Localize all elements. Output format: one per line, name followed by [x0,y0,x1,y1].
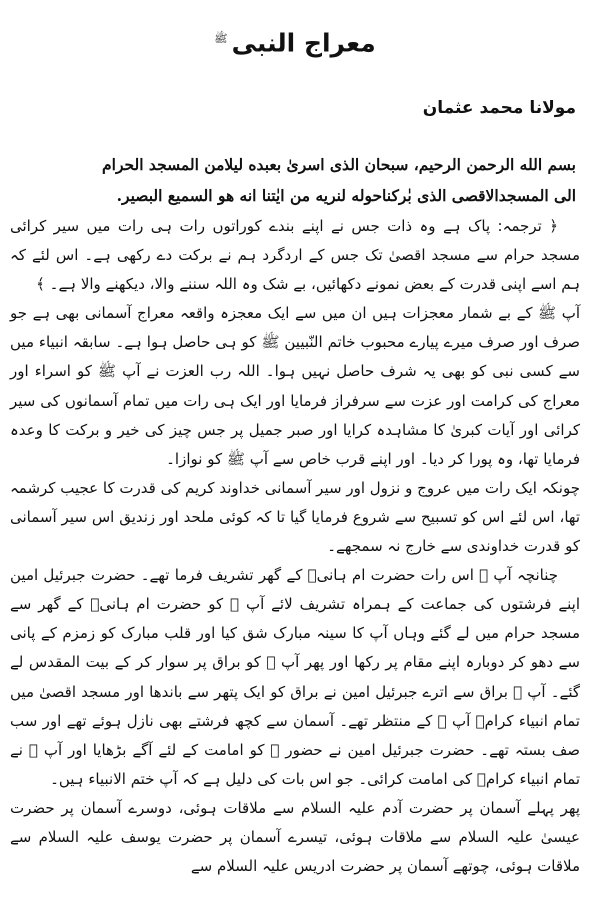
body-paragraph: چنانچہ آپ ﷺ اس رات حضرت ام ہانیؓ کے گھر تشریف فرما تھے۔ حضرت جبرئیل امین اپنے فرشتوں کی جماعت کے ہمراہ تشریف لائے آپ ﷺ کو حضرت ام ہانیؓ کے گھر سے مسجد حرام میں لے گئے وہاں آپ کا سینہ مبارک شق کیا اور قلب مبارک کو زمزم کے پانی سے دھو کر دوبارہ اپنے مقام پر رکھا اور پھر آپ ﷺ کو براق پر سوار کر کے بیت المقدس لے گئے۔ آپ ﷺ براق سے اترے جبرئیل امین نے براق کو ایک پتھر سے باندھا اور مسجد اقصیٰ میں تمام انبیاء کرامؑ آپ ﷺ کے منتظر تھے۔ آسمان سے کچھ فرشتے بھی نازل ہوئے تھے اور سب صف بستہ تھے۔ حضرت جبرئیل امین نے حضور ﷺ کو امامت کے لئے آگے بڑھایا اور آپ ﷺ نے تمام انبیاء کرامؑ کی امامت کرائی۔ جو اس بات کی دلیل ہے کہ آپ ختم الانبیاء ہیں۔ [10,566,580,788]
author-name: مولانا محمد عثمان [422,98,576,118]
body-paragraph: پھر پہلے آسمان پر حضرت آدم علیہ السلام سے ملاقات ہوئی، دوسرے آسمان پر حضرت عیسیٰ علیہ السلام سے ملاقات ہوئی، تیسرے آسمان پر حضرت یوسف علیہ السلام سے ملاقات ہوئی، چوتھے آسمان پر حضرت ادریس علیہ السلام سے [10,798,580,876]
body-paragraph: آپ ﷺ کے بے شمار معجزات ہیں ان میں سے ایک معجزہ واقعہ معراج آسمانی بھی ہے جو صرف اور صرف میرے پیارے محبوب خاتم النّبیین ﷺ کو ہی حاصل ہوا ہے۔ سابقہ انبیاء میں سے کسی نبی کو بھی یہ شرف حاصل نہیں ہوا۔ اللہ رب العزت نے آپ ﷺ کو اسراء اور معراج کی کرامت اور عزت سے سرفراز فرمایا اور ایک ہی رات میں تمام آسمانوں کی سیر کرائی اور آیات کبریٰ کا مشاہدہ کرایا اور صبر جمیل پر جس چیز کی خیر و برکت کا وعدہ فرمایا تھا، وہ پورا کر دیا۔ اور اپنے قرب خاص سے آپ ﷺ کو نوازا۔ [10,304,580,468]
page-title [0,22,590,60]
arabic-verse-line-2: الی المسجدالاقصی الذی بٰرکناحوله لنريه من ايٰتنا انه هو السميع البصير. [116,186,576,205]
article-body [10,212,580,881]
arabic-verse-line-1: بسم الله الرحمن الرحيم، سبحان الذی اسریٰ بعبده ليلامن المسجد الحرام [102,155,576,174]
translation-paragraph: ﴿ ترجمہ: پاک ہے وہ ذات جس نے اپنے بندے کوراتوں رات ہی رات میں سیر کرائی مسجد حرام سے مسجد اقصیٰ تک جس کے اردگرد ہم نے برکت دے رکھی ہے۔ اس لئے کہ ہم اسے اپنی قدرت کے بعض نمونے دکھائیں، بے شک وہ اللہ سننے والا، دیکھنے والا ہے۔ ﴾ [10,217,580,294]
honorific-mark: ﷺ [214,32,228,45]
body-paragraph: چونکہ ایک رات میں عروج و نزول اور سیر آسمانی خداوند کریم کی قدرت کا عجیب کرشمہ تھا، اس لئے اس کو تسبیح سے شروع فرمایا گیا تا کہ کوئی ملحد اور زندیق اس سیر آسمانی کو قدرت خداوندی سے خارج نہ سمجھے۔ [10,478,580,556]
title-text: معراج النبی [231,28,376,58]
